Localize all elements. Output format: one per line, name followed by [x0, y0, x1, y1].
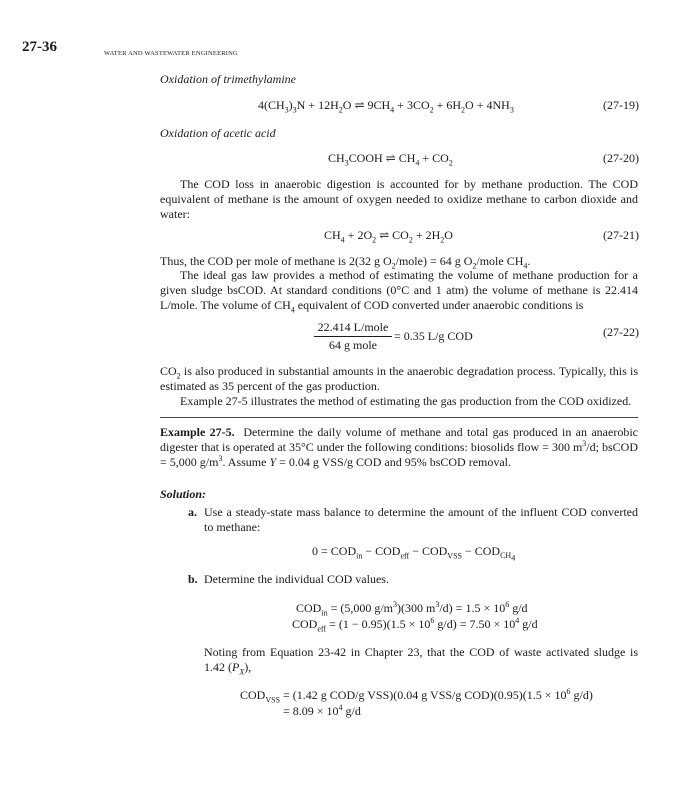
paragraph-example-intro: Example 27-5 illustrates the method of estimating the gas production from the COD oxidized.	[180, 394, 632, 408]
noting-paragraph: Noting from Equation 23-42 in Chapter 23, that the COD of waste activated sludge is 1.42 $(P_X)$,	[204, 645, 638, 677]
paragraph-cod-loss: The COD loss in anaerobic digestion is accounted for by methane production. The COD equivalent of methane is the amount of oxygen needed to oxidize methane to carbon dioxide and water:	[160, 177, 638, 221]
paragraph-ideal-gas-law: The ideal gas law provides a method of estimating the volume of methane production for a given sludge bsCOD. At standard conditions (0°C and 1 atm) the volume of methane is 22.414 L/mole. The volume of $CH_4$ equivalent of COD converted under anaerobic conditions is	[160, 268, 638, 315]
cod-vss-equation-line2: = $8.09 \times 10^4$ g/d	[283, 703, 361, 718]
mass-balance-equation: $0 = COD_{in} - COD_{eff} - COD_{VSS} - COD_{CH_4}$	[312, 544, 516, 563]
equation-number-27-22: (27-22)	[603, 325, 639, 339]
equation-number-27-21: (27-21)	[603, 228, 639, 242]
cod-vss-equation-line1: $COD_{VSS} = (1.42$ g COD/g VSS)(0.04 g VSS/g $COD)(0.95)(1.5 \times 10^6$ g/d)	[240, 687, 593, 705]
example-label: Example 27-5.	[160, 425, 235, 439]
running-title: WATER AND WASTEWATER ENGINEERING	[104, 50, 238, 57]
fraction-denominator: 64 g mole	[329, 338, 377, 352]
equation-number-27-20: (27-20)	[603, 151, 639, 165]
solution-heading: Solution:	[160, 487, 207, 501]
step-a-text: Use a steady-state mass balance to determine the amount of the influent COD converted to methane:	[204, 505, 638, 534]
paragraph-cod-per-mole: Thus, the COD per mole of methane is 2(32 g $O_2/mole) = 64$ g $O_2$/mole $CH_4$.	[160, 254, 531, 271]
example-27-5: Example 27-5. Determine the daily volume of methane and total gas produced in an anaerobic digester that is operated at 35°C under the following conditions: biosolids flow = 300 $m^3/d$; bsCOD = 5,000 $g/m^3$. Assume Y = 0.04 g VSS/g COD and 95% bsCOD removal.	[160, 425, 638, 469]
section-rule	[160, 417, 638, 418]
section-heading-trimethylamine: Oxidation of trimethylamine	[160, 72, 296, 86]
paragraph-co2: $CO_2$ is also produced in substantial amounts in the anaerobic degradation process. Typically, this is estimated as 35 percent of the gas production.	[160, 364, 638, 393]
step-a-label: a.	[188, 505, 197, 519]
page-number: 27-36	[22, 39, 57, 55]
section-heading-acetic-acid: Oxidation of acetic acid	[160, 126, 276, 140]
step-b-label: b.	[188, 572, 198, 586]
fraction-numerator: 22.414 L/mole	[317, 320, 389, 334]
step-b-text: Determine the individual COD values.	[204, 572, 389, 586]
equation-27-20: $CH_3COOH$ ⇌ $CH_4 + CO_2$	[328, 151, 453, 168]
cod-eff-equation: $COD_{eff} = (1 - 0.95)(1.5 \times 10^6$ $g/d) = 7.50 \times 10^4$ g/d	[292, 616, 538, 634]
equation-27-19: $4(CH_3)_3N + 12H_2O$ ⇌ $9CH_4 + 3CO_2 + 6H_2O + 4NH_3$	[258, 98, 514, 115]
equation-27-21: $CH_4 + 2O_2$ ⇌ $CO_2 + 2H_2O$	[324, 228, 453, 245]
equation-number-27-19: (27-19)	[603, 98, 639, 112]
fraction-bar	[314, 336, 392, 337]
cod-in-equation: $COD_{in} = (5,000$ $g/m^3)(300$ $m^3/d) = 1.5 \times 10^6$ g/d	[296, 600, 528, 618]
equation-27-22-result: = 0.35 L/g COD	[394, 329, 473, 343]
